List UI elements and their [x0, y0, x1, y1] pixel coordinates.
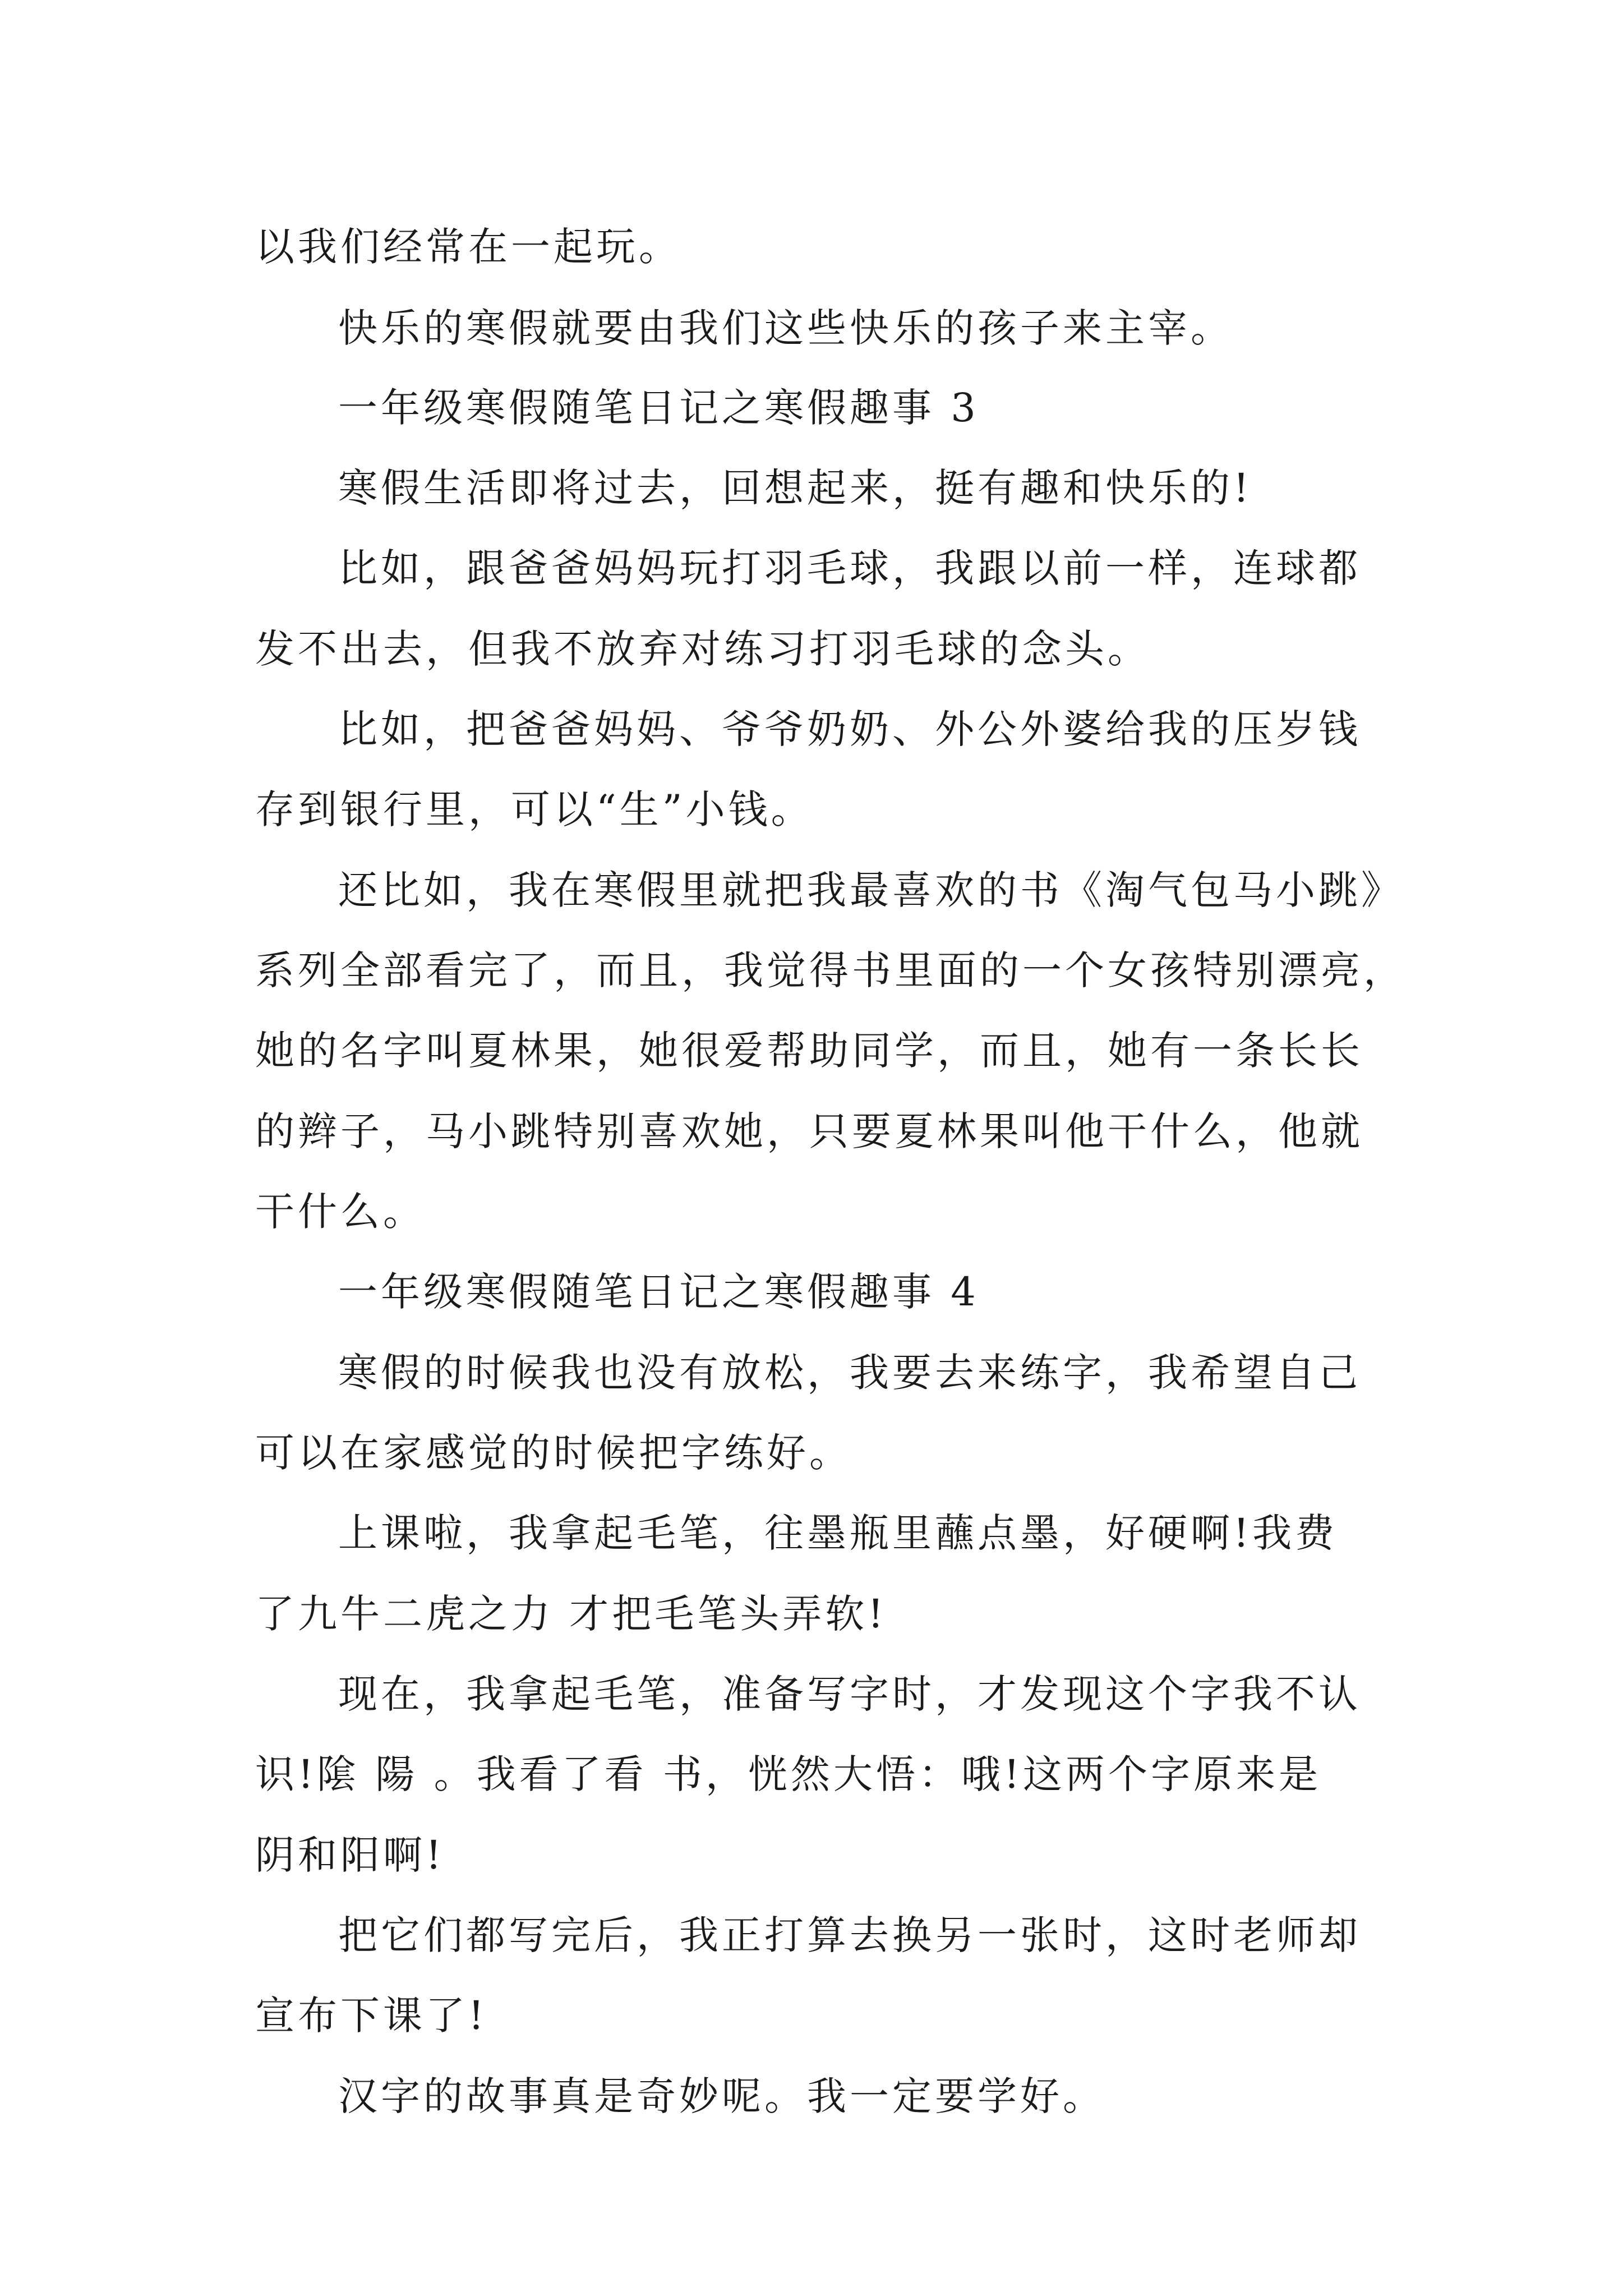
- section-heading: 一年级寒假随笔日记之寒假趣事 3: [338, 385, 979, 431]
- text-line: 存到银行里，可以“生”小钱。: [255, 786, 814, 832]
- text-line: 快乐的寒假就要由我们这些快乐的孩子来主宰。: [338, 305, 1233, 351]
- text-line: 寒假的时候我也没有放松，我要去来练字，我希望自己: [338, 1350, 1361, 1396]
- text-line: 寒假生活即将过去，回想起来，挺有趣和快乐的!: [338, 465, 1253, 511]
- text-line: 宣布下课了!: [255, 1993, 488, 2039]
- text-line: 的辫子，马小跳特别喜欢她，只要夏林果叫他干什么，他就: [255, 1108, 1363, 1154]
- text-line: 可以在家感觉的时候把字练好。: [255, 1430, 852, 1476]
- text-line: 汉字的故事真是奇妙呢。我一定要学好。: [338, 2073, 1105, 2119]
- text-line: 阴和阳啊!: [255, 1832, 445, 1878]
- text-line: 识!隂 陽 。我看了看 书，恍然大悟：哦!这两个字原来是: [255, 1751, 1322, 1797]
- text-line: 发不出去，但我不放弃对练习打羽毛球的念头。: [255, 626, 1150, 672]
- text-line: 了九牛二虎之力 才把毛笔头弄软!: [255, 1591, 887, 1637]
- text-line: 还比如，我在寒假里就把我最喜欢的书《淘气包马小跳》: [338, 867, 1404, 913]
- text-line: 现在，我拿起毛笔，准备写字时，才发现这个字我不认: [338, 1671, 1361, 1717]
- section-heading: 一年级寒假随笔日记之寒假趣事 4: [338, 1269, 979, 1315]
- text-line: 上课啦，我拿起毛笔，往墨瓶里蘸点墨，好硬啊!我费: [338, 1510, 1338, 1556]
- text-line: 把它们都写完后，我正打算去换另一张时，这时老师却: [338, 1912, 1361, 1958]
- document-page: [255, 0, 1406, 2296]
- text-line: 比如，把爸爸妈妈、爷爷奶奶、外公外婆给我的压岁钱: [338, 706, 1361, 752]
- text-line: 她的名字叫夏林果，她很爱帮助同学，而且，她有一条长长: [255, 1028, 1363, 1074]
- text-line: 系列全部看完了，而且，我觉得书里面的一个女孩特别漂亮，: [255, 947, 1406, 993]
- text-line: 比如，跟爸爸妈妈玩打羽毛球，我跟以前一样，连球都: [338, 545, 1361, 591]
- text-line: 以我们经常在一起玩。: [255, 224, 681, 270]
- text-line: 干什么。: [255, 1189, 426, 1235]
